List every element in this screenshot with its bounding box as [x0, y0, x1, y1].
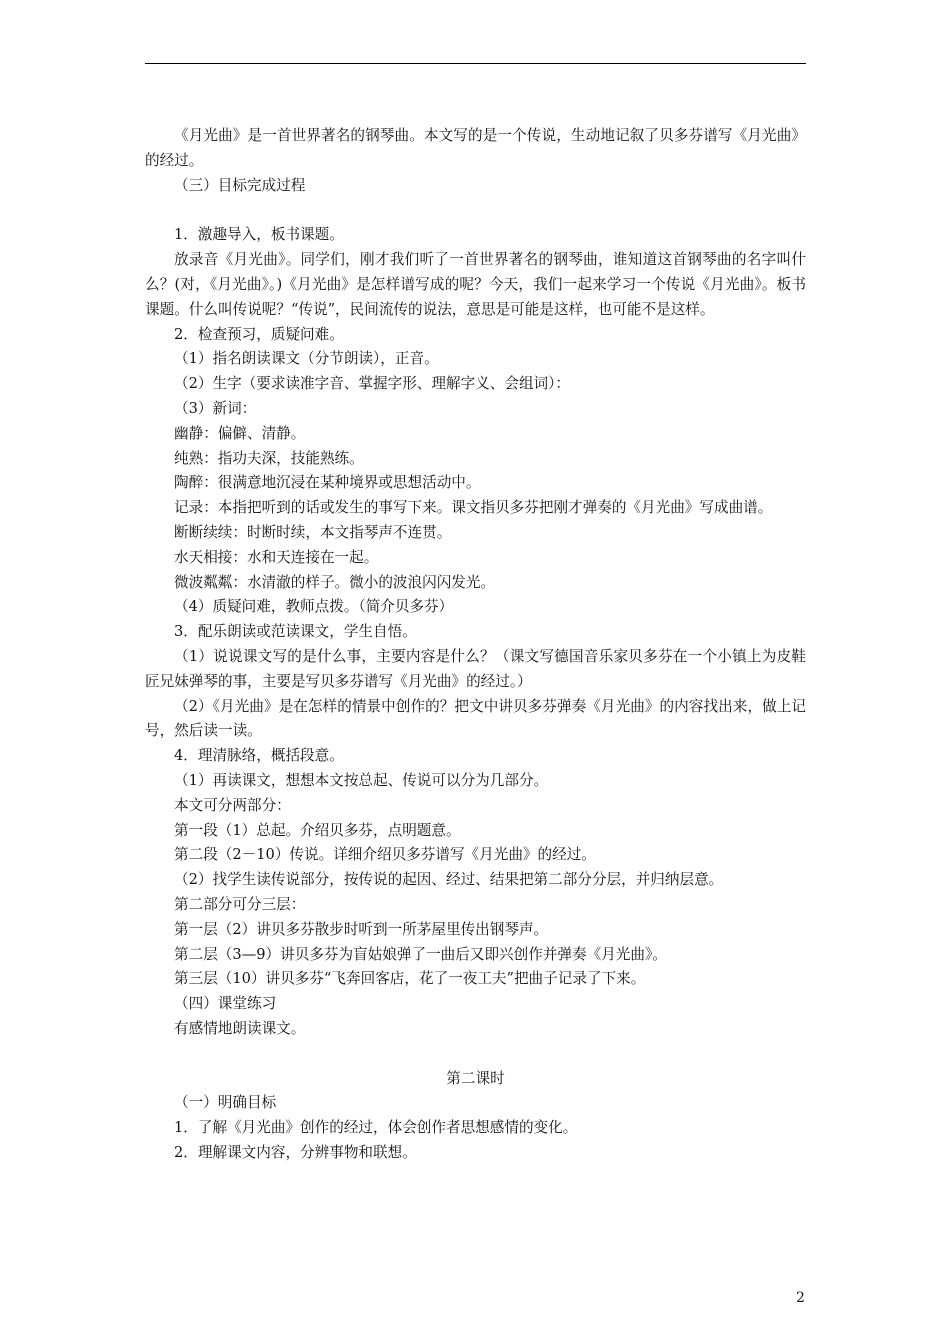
paragraph: （1）再读课文，想想本文按总起、传说可以分为几部分。: [174, 771, 549, 789]
paragraph: 记录：本指把听到的话或发生的事写下来。课文指贝多芬把刚才弹奏的《月光曲》写成曲谱。: [174, 499, 773, 517]
paragraph: 《月光曲》是一首世界著名的钢琴曲。本文写的是一个传说，生动地记叙了贝多芬谱写《月光曲》的经过。: [145, 127, 806, 169]
paragraph: （2）《月光曲》是在怎样的情景中创作的？把文中讲贝多芬弹奏《月光曲》的内容找出来，做上记号，然后读一读。: [145, 697, 806, 740]
paragraph: 断断续续：时断时续，本文指琴声不连贯。: [174, 523, 452, 541]
paragraph: 1．激趣导入，板书课题。: [174, 226, 344, 244]
paragraph: （3）新词：: [174, 399, 257, 417]
paragraph: 第二层（3—9）讲贝多芬为盲姑娘弹了一曲后又即兴创作并弹奏《月光曲》。: [174, 945, 667, 963]
paragraph: 陶醉：很满意地沉浸在某种境界或思想活动中。: [174, 474, 481, 492]
paragraph: 有感情地朗读课文。: [174, 1019, 306, 1037]
paragraph: 第二课时: [446, 1069, 505, 1087]
paragraph: （1）说说课文写的是什么事，主要内容是什么？（课文写德国音乐家贝多芬在一个小镇上为皮鞋匠兄妹弹琴的事，主要是写贝多芬谱写《月光曲》的经过。）: [145, 647, 806, 690]
blank-line: [145, 1042, 806, 1067]
paragraph: （四）课堂练习: [174, 995, 277, 1013]
paragraph: 放录音《月光曲》。同学们，刚才我们听了一首世界著名的钢琴曲，谁知道这首钢琴曲的名字叫什么？(对，《月光曲》。)《月光曲》是怎样谱写成的呢？今天，我们一起来学习一个传说《月光曲》。板书课题。什么叫传说呢？“传说”，民间流传的说法，意思是可能是这样，也可能不是这样。: [145, 251, 806, 318]
paragraph: （1）指名朗读课文（分节朗读），正音。: [174, 350, 439, 368]
paragraph: （2）找学生读传说部分，按传说的起因、经过、结果把第二部分分层，并归纳层意。: [174, 871, 724, 889]
paragraph: 2．理解课文内容，分辨事物和联想。: [174, 1144, 417, 1162]
paragraph: 幽静：偏僻、清静。: [174, 424, 306, 442]
paragraph: （4）质疑问难，教师点拨。（简介贝多芬）: [174, 598, 454, 616]
paragraph: 第一层（2）讲贝多芬散步时听到一所茅屋里传出钢琴声。: [174, 920, 549, 938]
blank-line: [145, 198, 806, 223]
paragraph: 2．检查预习，质疑问难。: [174, 325, 344, 343]
paragraph: 第二段（2－10）传说。详细介绍贝多芬谱写《月光曲》的经过。: [174, 846, 596, 864]
document-body: [145, 124, 806, 1166]
page-number: 2: [796, 1290, 805, 1306]
paragraph: 第一段（1）总起。介绍贝多芬，点明题意。: [174, 821, 461, 839]
paragraph: 4．理清脉络，概括段意。: [174, 747, 344, 765]
paragraph: 3．配乐朗读或范读课文，学生自悟。: [174, 623, 417, 641]
paragraph: （三）目标完成过程: [174, 176, 306, 194]
paragraph: 1．了解《月光曲》创作的经过，体会创作者思想感情的变化。: [174, 1119, 578, 1137]
paragraph: 本文可分两部分：: [174, 796, 291, 814]
paragraph: 纯熟：指功夫深，技能熟练。: [174, 449, 364, 467]
paragraph: （一）明确目标: [174, 1094, 277, 1112]
paragraph: 微波粼粼：水清澈的样子。微小的波浪闪闪发光。: [174, 573, 496, 591]
paragraph: 第二部分可分三层：: [174, 895, 306, 913]
paragraph: 第三层（10）讲贝多芬“飞奔回客店，花了一夜工夫”把曲子记录了下来。: [174, 970, 646, 988]
paragraph: （2）生字（要求读准字音、掌握字形、理解字义、会组词）：: [174, 375, 571, 393]
header-rule: [145, 63, 806, 64]
paragraph: 水天相接：水和天连接在一起。: [174, 548, 379, 566]
